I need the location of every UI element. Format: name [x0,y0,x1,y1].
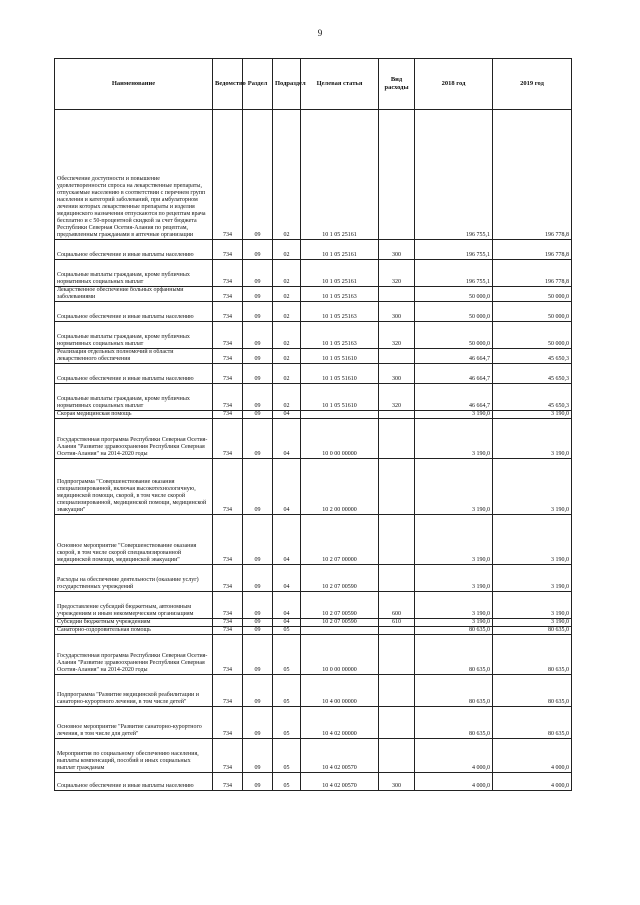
cell-vedomstvo: 734 [213,260,243,287]
table-row [55,302,572,322]
cell-vedomstvo: 734 [213,707,243,739]
cell-2018: 80 635,0 [415,707,493,739]
cell-target-article: 10 2 07 00590 [301,619,379,627]
table-row [55,565,572,592]
cell-expense-type [379,515,415,565]
cell-expense-type [379,419,415,459]
cell-podrazdel: 04 [273,515,301,565]
cell-2018: 3 190,0 [415,515,493,565]
cell-podrazdel: 02 [273,322,301,349]
cell-2018: 3 190,0 [415,411,493,419]
cell-expense-type: 600 [379,592,415,619]
cell-razdel: 09 [243,411,273,419]
cell-target-article: 10 4 02 00000 [301,707,379,739]
cell-vedomstvo: 734 [213,592,243,619]
cell-expense-type [379,707,415,739]
page-number: 9 [317,28,323,38]
cell-2019: 45 650,3 [493,384,572,411]
cell-target-article: 10 2 07 00590 [301,592,379,619]
table-row [55,419,572,459]
cell-vedomstvo: 734 [213,110,243,240]
cell-expense-type [379,627,415,635]
table-row [55,287,572,302]
table-row [55,675,572,707]
cell-2018: 3 190,0 [415,619,493,627]
cell-target-article: 10 1 05 51610 [301,349,379,364]
cell-2019: 80 635,0 [493,707,572,739]
cell-2019: 4 000,0 [493,773,572,791]
cell-podrazdel: 05 [273,627,301,635]
cell-razdel: 09 [243,739,273,773]
col-header-razdel: Раздел [243,59,273,110]
cell-razdel: 09 [243,349,273,364]
cell-expense-type [379,411,415,419]
cell-target-article: 10 2 07 00000 [301,515,379,565]
table-row [55,240,572,260]
cell-vedomstvo: 734 [213,619,243,627]
cell-podrazdel: 04 [273,411,301,419]
col-header-target-article: Целевая статья [301,59,379,110]
cell-name: Государственная программа Республики Северная Осетия-Алания "Развитие здравоохранения Республики Северная Осетия-Алания" на 2014-2020 годы [55,635,213,675]
cell-podrazdel: 04 [273,619,301,627]
cell-name: Социальное обеспечение и иные выплаты населению [55,240,213,260]
table-row [55,515,572,565]
cell-2018: 50 000,0 [415,302,493,322]
cell-vedomstvo: 734 [213,675,243,707]
cell-2019: 3 190,0 [493,565,572,592]
cell-2019: 3 190,0 [493,592,572,619]
cell-target-article: 10 1 05 51610 [301,384,379,411]
cell-vedomstvo: 734 [213,773,243,791]
cell-2019: 3 190,0 [493,411,572,419]
budget-table [54,58,572,791]
table-row [55,322,572,349]
col-header-2018: 2018 год [415,59,493,110]
table-row [55,364,572,384]
table-row [55,349,572,364]
cell-2018: 4 000,0 [415,739,493,773]
cell-2018: 196 755,1 [415,110,493,240]
cell-razdel: 09 [243,384,273,411]
cell-podrazdel: 02 [273,349,301,364]
cell-2018: 80 635,0 [415,635,493,675]
cell-2019: 4 000,0 [493,739,572,773]
cell-razdel: 09 [243,419,273,459]
cell-razdel: 09 [243,260,273,287]
cell-name: Субсидии бюджетным учреждениям [55,619,213,627]
cell-target-article: 10 2 00 00000 [301,459,379,515]
cell-razdel: 09 [243,302,273,322]
cell-vedomstvo: 734 [213,349,243,364]
cell-podrazdel: 05 [273,635,301,675]
cell-podrazdel: 05 [273,707,301,739]
cell-2018: 50 000,0 [415,322,493,349]
cell-expense-type [379,635,415,675]
cell-name: Государственная программа Республики Северная Осетия-Алания "Развитие здравоохранения Республики Северная Осетия-Алания" на 2014-2020 годы [55,419,213,459]
cell-razdel: 09 [243,565,273,592]
cell-razdel: 09 [243,459,273,515]
cell-2019: 50 000,0 [493,322,572,349]
cell-vedomstvo: 734 [213,459,243,515]
cell-name: Подпрограмма "Совершенствование оказания специализированной, включая высокотехнологичную, медицинской помощи, скорой, в том числе скорой специализированной, медицинской помощи, медицинской эвакуации" [55,459,213,515]
cell-vedomstvo: 734 [213,515,243,565]
cell-name: Мероприятия по социальному обеспечению населения, выплаты компенсаций, пособий и иных социальных выплат гражданам [55,739,213,773]
table-row [55,110,572,240]
table-row [55,619,572,627]
table-header-row [55,59,572,110]
cell-expense-type: 300 [379,364,415,384]
cell-razdel: 09 [243,364,273,384]
cell-expense-type: 320 [379,322,415,349]
cell-2019: 50 000,0 [493,302,572,322]
cell-name: Основное мероприятие "Развитие санаторно-курортного лечения, в том числе для детей" [55,707,213,739]
cell-name: Социальное обеспечение и иные выплаты населению [55,364,213,384]
cell-name: Санаторно-оздоровительная помощь [55,627,213,635]
col-header-expense-type: Вид расходы [379,59,415,110]
cell-name: Основное мероприятие "Совершенствование оказания скорой, в том числе скорой специализированной медицинской помощи, медицинской эвакуации" [55,515,213,565]
cell-razdel: 09 [243,515,273,565]
cell-vedomstvo: 734 [213,627,243,635]
cell-name: Социальные выплаты гражданам, кроме публичных нормативных социальных выплат [55,384,213,411]
cell-razdel: 09 [243,110,273,240]
cell-expense-type [379,459,415,515]
cell-name: Социальное обеспечение и иные выплаты населению [55,302,213,322]
cell-podrazdel: 02 [273,302,301,322]
cell-2019: 45 650,3 [493,349,572,364]
cell-2019: 196 778,8 [493,110,572,240]
cell-expense-type: 320 [379,384,415,411]
cell-target-article: 10 1 05 25163 [301,302,379,322]
cell-target-article: 10 4 00 00000 [301,675,379,707]
cell-2018: 46 664,7 [415,384,493,411]
cell-expense-type: 610 [379,619,415,627]
cell-vedomstvo: 734 [213,384,243,411]
cell-name: Реализация отдельных полномочий в области лекарственного обеспечения [55,349,213,364]
cell-2019: 3 190,0 [493,459,572,515]
table-body [55,110,572,791]
cell-expense-type: 300 [379,240,415,260]
cell-2018: 80 635,0 [415,675,493,707]
cell-podrazdel: 02 [273,110,301,240]
cell-vedomstvo: 734 [213,739,243,773]
cell-2018: 3 190,0 [415,592,493,619]
cell-podrazdel: 02 [273,384,301,411]
table-row [55,260,572,287]
cell-podrazdel: 05 [273,739,301,773]
cell-expense-type [379,675,415,707]
cell-2019: 3 190,0 [493,419,572,459]
table-row [55,459,572,515]
cell-razdel: 09 [243,635,273,675]
col-header-podrazdel: Подраздел [273,59,301,110]
cell-target-article: 10 1 05 25161 [301,260,379,287]
cell-2018: 3 190,0 [415,565,493,592]
cell-2019: 3 190,0 [493,515,572,565]
cell-target-article: 10 4 02 00570 [301,773,379,791]
cell-vedomstvo: 734 [213,411,243,419]
table-row [55,411,572,419]
cell-target-article: 10 2 07 00590 [301,565,379,592]
cell-target-article: 10 1 05 25163 [301,287,379,302]
cell-podrazdel: 05 [273,675,301,707]
cell-2018: 196 755,1 [415,240,493,260]
cell-podrazdel: 05 [273,773,301,791]
cell-target-article [301,627,379,635]
cell-target-article: 10 4 02 00570 [301,739,379,773]
cell-target-article: 10 0 00 00000 [301,419,379,459]
cell-podrazdel: 02 [273,260,301,287]
cell-2018: 80 635,0 [415,627,493,635]
cell-2019: 3 190,0 [493,619,572,627]
cell-name: Обеспечение доступности и повышение удовлетворенности спроса на лекарственные препараты, отпускаемые населению в соответствии с перечнем групп населения и категорий заболеваний, при амбулаторном лечении которых лекарственные препараты и изделия медицинского назначения отпускаются по рецептам врача бесплатно и с 50-процентной скидкой за счет бюджета Республики Северная Осетия-Алания по рецептам, предъявленным гражданами в аптечные организации [55,110,213,240]
cell-2018: 46 664,7 [415,364,493,384]
cell-expense-type [379,739,415,773]
cell-2018: 50 000,0 [415,287,493,302]
cell-name: Социальные выплаты гражданам, кроме публичных нормативных социальных выплат [55,260,213,287]
cell-2019: 80 635,0 [493,627,572,635]
table-row [55,627,572,635]
cell-razdel: 09 [243,592,273,619]
cell-2019: 50 000,0 [493,287,572,302]
col-header-name: Наименование [55,59,213,110]
cell-podrazdel: 04 [273,592,301,619]
cell-vedomstvo: 734 [213,287,243,302]
cell-name: Лекарственное обеспечение больных орфанными заболеваниями [55,287,213,302]
cell-expense-type [379,287,415,302]
cell-vedomstvo: 734 [213,240,243,260]
cell-podrazdel: 04 [273,459,301,515]
table-row [55,635,572,675]
cell-podrazdel: 02 [273,287,301,302]
cell-target-article: 10 0 00 00000 [301,635,379,675]
cell-razdel: 09 [243,627,273,635]
table-row [55,384,572,411]
cell-target-article: 10 1 05 25163 [301,322,379,349]
cell-podrazdel: 02 [273,364,301,384]
col-header-2019: 2019 год [493,59,572,110]
cell-vedomstvo: 734 [213,322,243,349]
cell-razdel: 09 [243,675,273,707]
cell-2019: 196 778,8 [493,260,572,287]
cell-name: Подпрограмма "Развитие медицинской реабилитации и санаторно-курортного лечения, в том числе детей" [55,675,213,707]
cell-2018: 46 664,7 [415,349,493,364]
col-header-vedomstvo: Ведомство [213,59,243,110]
cell-vedomstvo: 734 [213,302,243,322]
cell-2018: 3 190,0 [415,459,493,515]
cell-expense-type [379,349,415,364]
cell-expense-type: 300 [379,302,415,322]
cell-razdel: 09 [243,322,273,349]
cell-expense-type [379,110,415,240]
cell-name: Социальные выплаты гражданам, кроме публичных нормативных социальных выплат [55,322,213,349]
cell-razdel: 09 [243,287,273,302]
cell-vedomstvo: 734 [213,364,243,384]
cell-razdel: 09 [243,240,273,260]
cell-target-article [301,411,379,419]
cell-expense-type [379,565,415,592]
cell-razdel: 09 [243,707,273,739]
table-row [55,739,572,773]
cell-2019: 80 635,0 [493,635,572,675]
cell-vedomstvo: 734 [213,635,243,675]
cell-2018: 4 000,0 [415,773,493,791]
cell-name: Расходы на обеспечение деятельности (оказание услуг) государственных учреждений [55,565,213,592]
cell-expense-type: 320 [379,260,415,287]
cell-2018: 3 190,0 [415,419,493,459]
cell-podrazdel: 02 [273,240,301,260]
cell-name: Социальное обеспечение и иные выплаты населению [55,773,213,791]
table-row [55,773,572,791]
table-row [55,592,572,619]
cell-vedomstvo: 734 [213,419,243,459]
cell-2018: 196 755,1 [415,260,493,287]
cell-name: Предоставление субсидий бюджетным, автономным учреждениям и иным некоммерческим организациям [55,592,213,619]
cell-razdel: 09 [243,619,273,627]
cell-podrazdel: 04 [273,565,301,592]
cell-vedomstvo: 734 [213,565,243,592]
cell-2019: 45 650,3 [493,364,572,384]
cell-razdel: 09 [243,773,273,791]
cell-podrazdel: 04 [273,419,301,459]
cell-2019: 196 778,8 [493,240,572,260]
cell-2019: 80 635,0 [493,675,572,707]
cell-target-article: 10 1 05 25161 [301,240,379,260]
cell-target-article: 10 1 05 51610 [301,364,379,384]
cell-name: Скорая медицинская помощь [55,411,213,419]
cell-expense-type: 300 [379,773,415,791]
cell-target-article: 10 1 05 25161 [301,110,379,240]
table-row [55,707,572,739]
